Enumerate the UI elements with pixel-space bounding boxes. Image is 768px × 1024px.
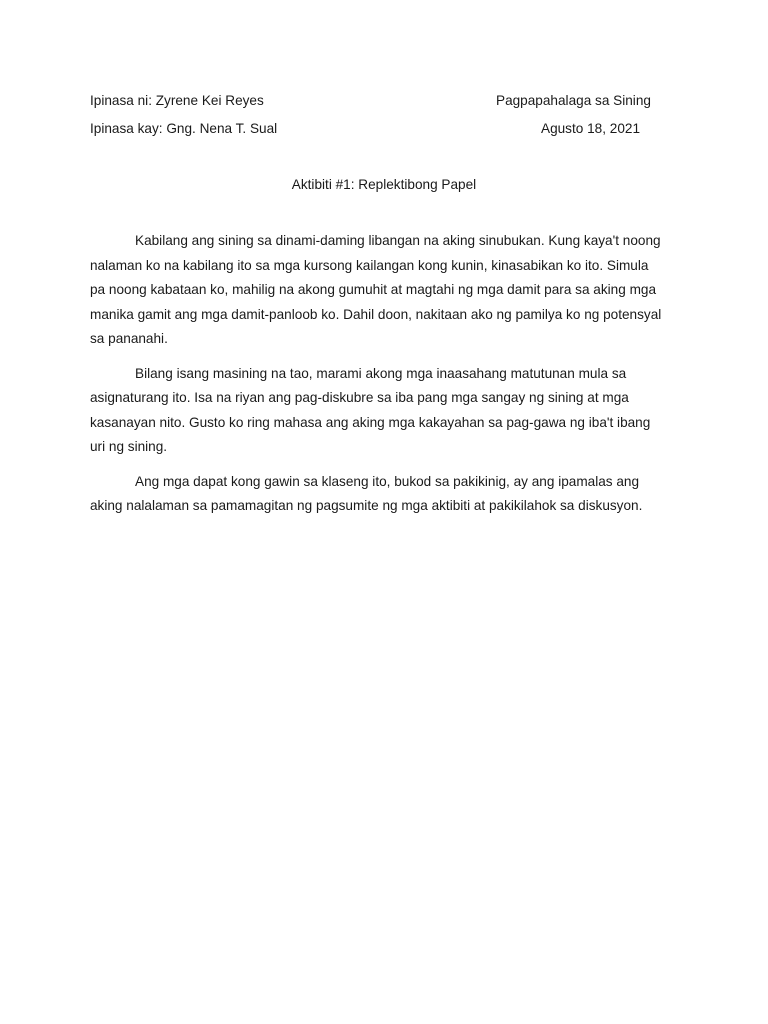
submitted-to: Ipinasa kay: Gng. Nena T. Sual <box>90 121 278 136</box>
paragraph-3: Ang mga dapat kong gawin sa klaseng ito, bukod sa pakikinig, ay ang ipamalas ang aking nalalaman sa pamamagitan ng pagsumite ng mga aktibiti at pakikilahok sa diskusyon. <box>90 473 643 513</box>
submitted-by: Ipinasa ni: Zyrene Kei Reyes <box>90 93 264 108</box>
submission-date: Agusto 18, 2021 <box>541 121 641 136</box>
document-title: Aktibiti #1: Replektibong Papel <box>291 177 477 192</box>
paragraph-2: Bilang isang masining na tao, marami akong mga inaasahang matutunan mula sa asignaturang ito. Isa na riyan ang pag-diskubre sa iba pang mga sangay ng sining at mga kasanayan nito. Gusto ko ring mahasa ang aking mga kakayahan sa pag-gawa ng iba't ibang uri ng sining. <box>90 365 651 454</box>
paragraph-1: Kabilang ang sining sa dinami-daming libangan na aking sinubukan. Kung kaya't noong nalaman ko na kabilang ito sa mga kursong kailangan kong kunin, kinasabikan ko ito. Simula pa noong kabataan ko, mahilig na akong gumuhit at magtahi ng mga damit para sa aking mga manika gamit ang mga damit-panloob ko. Dahil doon, nakitaan ako ng pamilya ko ng potensyal sa pananahi. <box>90 233 662 346</box>
document-body <box>90 229 662 529</box>
subject-name: Pagpapahalaga sa Sining <box>496 93 651 108</box>
